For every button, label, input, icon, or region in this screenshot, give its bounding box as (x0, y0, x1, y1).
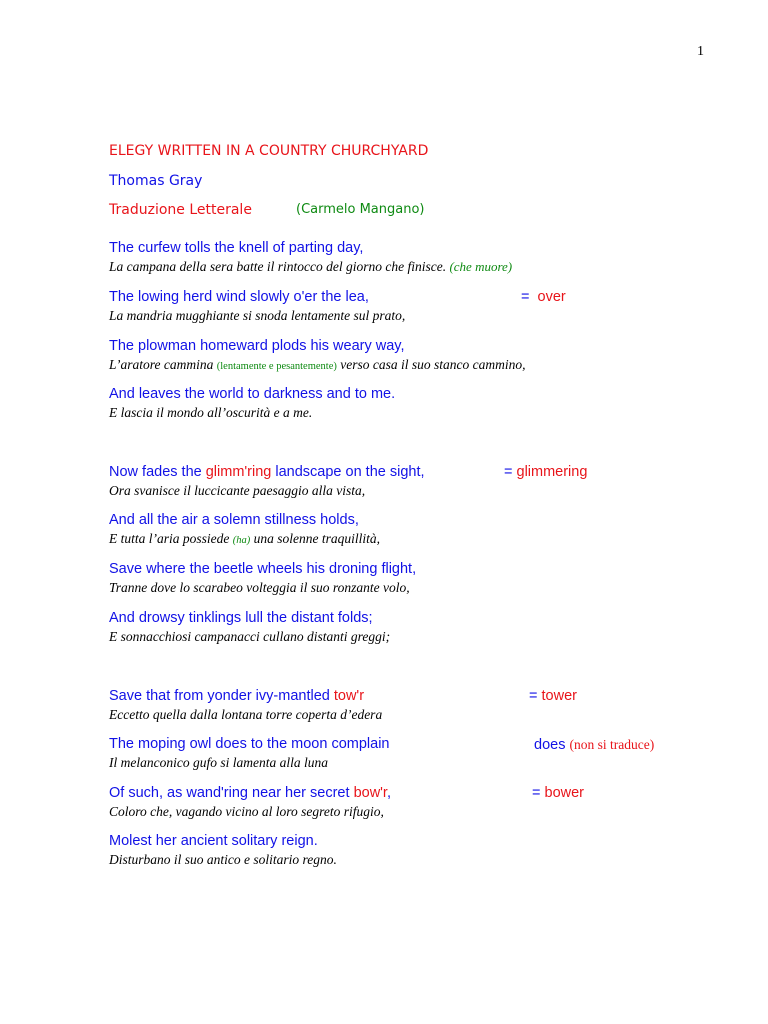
italian-text: L’aratore cammina (109, 357, 214, 372)
note-equals: = (521, 289, 530, 305)
translator-name: (Carmelo Mangano) (296, 202, 425, 217)
italian-line: Il melanconico gufo si lamenta alla luna (109, 755, 328, 770)
english-text: Save that from yonder ivy-mantled (109, 688, 330, 704)
margin-note (521, 288, 566, 307)
italian-text: La campana della sera batte il rintocco del giorno che finisce. (109, 259, 447, 274)
italian-line (109, 258, 512, 276)
verse-line (109, 463, 425, 500)
verse-line (109, 784, 391, 821)
english-line: Save where the beetle wheels his droning flight, (109, 561, 417, 577)
english-line: And leaves the world to darkness and to me. (109, 386, 396, 402)
translation-note: (che muore) (449, 259, 513, 274)
author-name: Thomas Gray (109, 173, 203, 189)
italian-text: E tutta l’aria possiede (109, 531, 230, 546)
note-comment: (non si traduce) (569, 737, 655, 752)
italian-line: Ora svanisce il luccicante paesaggio alla vista, (109, 483, 366, 498)
italian-line: Eccetto quella dalla lontana torre coperta d’edera (109, 707, 383, 722)
english-text: landscape on the sight, (275, 464, 425, 480)
note-word: tower (541, 688, 577, 704)
english-line (109, 687, 382, 706)
english-line: The lowing herd wind slowly o'er the lea, (109, 289, 369, 305)
english-line: The plowman homeward plods his weary way, (109, 338, 405, 354)
note-word: glimmering (516, 464, 588, 480)
translation-note: (lentamente e pesantemente) (216, 361, 337, 372)
english-line: And all the air a solemn stillness holds, (109, 512, 359, 528)
poem-title: ELEGY WRITTEN IN A COUNTRY CHURCHYARD (109, 143, 429, 159)
note-word: bower (544, 785, 584, 801)
verse-line (109, 239, 512, 276)
verse-line (109, 337, 525, 374)
translation-note: (ha) (232, 535, 251, 546)
italian-line: E sonnacchiosi campanacci cullano distanti greggi; (109, 629, 391, 644)
margin-note (534, 735, 654, 754)
italian-line: E lascia il mondo all’oscurità e a me. (109, 405, 313, 420)
english-text: Of such, as wand'ring near her secret (109, 785, 350, 801)
english-text: , (386, 785, 391, 801)
english-text: Now fades the (109, 464, 202, 480)
verse-line (109, 687, 382, 724)
english-line: Molest her ancient solitary reign. (109, 833, 318, 849)
english-line (109, 463, 425, 482)
page-number: 1 (697, 44, 704, 59)
note-does: does (534, 737, 566, 753)
archaic-word: glimm'ring (205, 464, 272, 480)
italian-line: Tranne dove lo scarabeo volteggia il suo ronzante volo, (109, 580, 410, 595)
italian-line: Coloro che, vagando vicino al loro segreto rifugio, (109, 804, 384, 819)
english-line: The curfew tolls the knell of parting day, (109, 240, 364, 256)
verse-line (109, 511, 380, 548)
verse-line (109, 609, 390, 646)
verse-line (109, 735, 390, 772)
margin-note (529, 687, 577, 706)
italian-line (109, 356, 525, 374)
verse-line (109, 832, 337, 869)
italian-text: verso casa il suo stanco cammino, (340, 357, 526, 372)
italian-line: Disturbano il suo antico e solitario regno. (109, 852, 337, 867)
english-line (109, 784, 391, 803)
note-equals: = (529, 688, 538, 704)
note-equals: = (504, 464, 513, 480)
english-line: The moping owl does to the moon complain (109, 736, 390, 752)
verse-line (109, 560, 416, 597)
note-equals: = (532, 785, 541, 801)
margin-note (532, 784, 584, 803)
translation-label: Traduzione Letterale (109, 202, 252, 218)
archaic-word: bow'r (353, 785, 387, 801)
verse-line (109, 385, 395, 422)
archaic-word: tow'r (333, 688, 365, 704)
verse-line (109, 288, 405, 325)
italian-line (109, 530, 380, 548)
english-line: And drowsy tinklings lull the distant folds; (109, 610, 373, 626)
italian-line: La mandria mugghiante si snoda lentamente sul prato, (109, 308, 406, 323)
note-word: over (537, 289, 566, 305)
italian-text: una solenne traquillità, (253, 531, 380, 546)
margin-note (504, 463, 587, 482)
